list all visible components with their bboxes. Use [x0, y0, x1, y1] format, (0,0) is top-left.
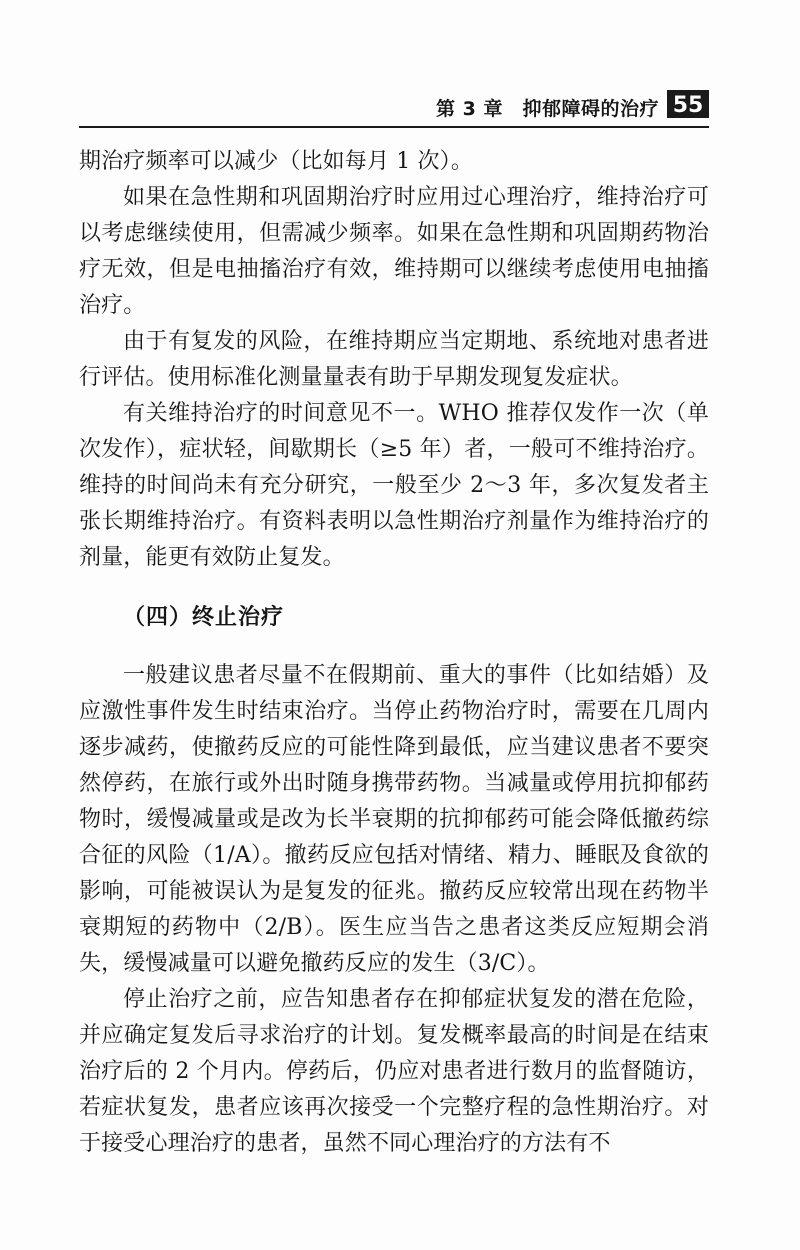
chapter-title: 第 3 章 抑郁障碍的治疗: [436, 98, 659, 120]
page-number: 55: [667, 90, 709, 118]
paragraph-psychotherapy-maintenance: 如果在急性期和巩固期治疗时应用过心理治疗，维持治疗可以考虑继续使用，但需减少频率。如果在急性期和巩固期药物治疗无效，但是电抽搐治疗有效，维持期可以继续考虑使用电抽搐治疗。: [79, 185, 709, 318]
section-heading-text: （四）终止治疗: [123, 605, 285, 630]
continued-paragraph: 期治疗频率可以减少（比如每月 1 次）。: [79, 149, 473, 174]
paragraph-relapse-plan: 停止治疗之前，应告知患者存在抑郁症状复发的潜在危险，并应确定复发后寻求治疗的计划。复发概率最高的时间是在结束治疗后的 2 个月内。停药后，仍应对患者进行数月的监督随访，若症状复发，患者应该再次接受一个完整疗程的急性期治疗。对于接受心理治疗的患者，虽然不同心理治疗的方法有不: [79, 987, 709, 1156]
body-text: [79, 144, 709, 1162]
running-header: [79, 88, 709, 128]
paragraph-relapse-assessment: 由于有复发的风险，在维持期应当定期地、系统地对患者进行评估。使用标准化测量量表有助于早期发现复发症状。: [79, 329, 709, 390]
paragraph-maintenance-duration: 有关维持治疗的时间意见不一。WHO 推荐仅发作一次（单次发作），症状轻，间歇期长（≥5 年）者，一般可不维持治疗。维持的时间尚未有充分研究，一般至少 2～3 年，多次复发者主张长期维持治疗。有资料表明以急性期治疗剂量作为维持治疗的剂量，能更有效防止复发。: [79, 401, 709, 570]
paragraph-stopping-treatment: 一般建议患者尽量不在假期前、重大的事件（比如结婚）及应激性事件发生时结束治疗。当停止药物治疗时，需要在几周内逐步减药，使撤药反应的可能性降到最低，应当建议患者不要突然停药，在旅行或外出时随身携带药物。当减量或停用抗抑郁药物时，缓慢减量或是改为长半衰期的抗抑郁药可能会降低撤药综合征的风险（1/A）。撤药反应包括对情绪、精力、睡眠及食欲的影响，可能被误认为是复发的征兆。撤药反应较常出现在药物半衰期短的药物中（2/B）。医生应当告之患者这类反应短期会消失，缓慢减量可以避免撤药反应的发生（3/C）。: [79, 663, 709, 976]
section-heading: [123, 601, 709, 635]
